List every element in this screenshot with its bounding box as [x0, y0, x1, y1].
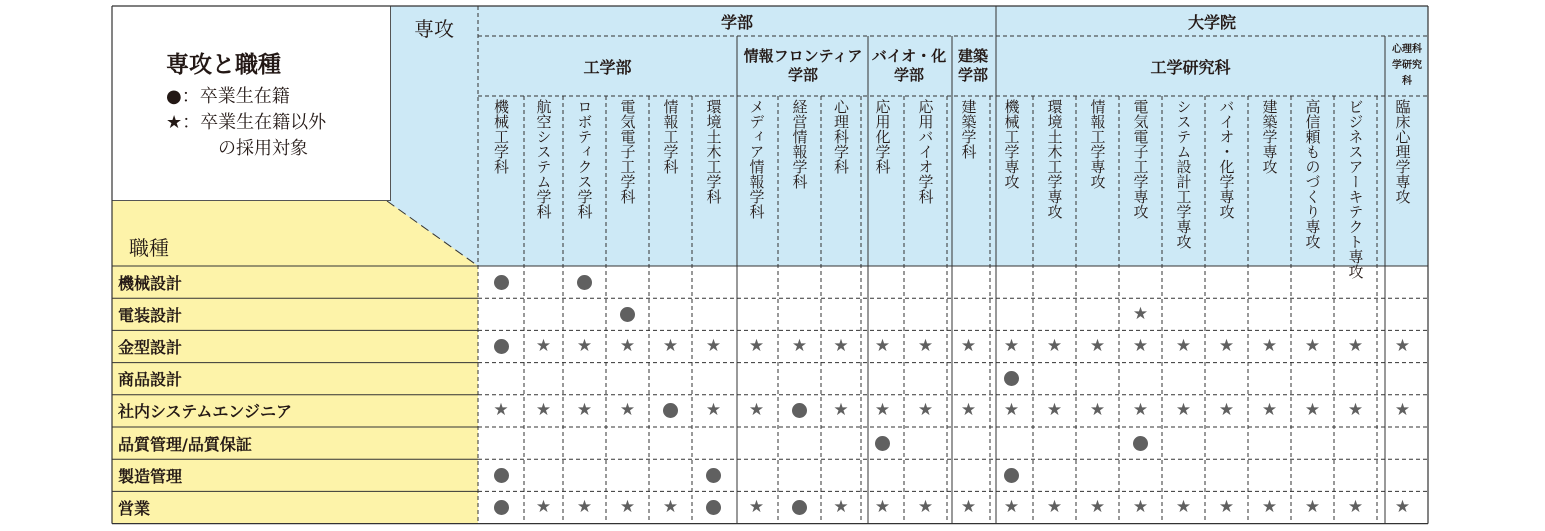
star-mark: ★	[1394, 335, 1411, 356]
star-mark: ★	[705, 400, 722, 421]
info-frontier-header: 情報フロンティア学部	[743, 47, 863, 84]
column-header: 応用バイオ学科	[916, 99, 935, 204]
star-mark: ★	[1132, 303, 1149, 324]
star-mark: ★	[1003, 400, 1020, 421]
star-mark: ★	[1003, 335, 1020, 356]
dot-symbol: ●	[166, 86, 182, 107]
star-mark: ★	[1261, 400, 1278, 421]
star-mark: ★	[1218, 335, 1235, 356]
column-header: 建築学専攻	[1260, 99, 1279, 174]
eng-grad-header: 工学研究科	[1150, 57, 1231, 77]
star-symbol: ★	[166, 112, 183, 133]
star-mark: ★	[705, 335, 722, 356]
star-mark: ★	[1304, 335, 1321, 356]
star-mark: ★	[1261, 335, 1278, 356]
job-label: 職種	[129, 236, 169, 260]
star-mark: ★	[874, 335, 891, 356]
star-mark: ★	[535, 400, 552, 421]
column-header: 電気電子工学専攻	[1131, 99, 1150, 219]
star-text: ：卒業生在籍以外	[182, 112, 327, 133]
job-name: 製造管理	[118, 466, 183, 486]
star-mark: ★	[1132, 400, 1149, 421]
star-mark: ★	[1347, 335, 1364, 356]
arch-faculty-header: 建築学部	[957, 47, 988, 84]
legend-title: 専攻と職種	[166, 52, 281, 78]
star-mark: ★	[1175, 400, 1192, 421]
star-mark: ★	[1175, 496, 1192, 517]
column-header: システム設計工学専攻	[1174, 99, 1193, 249]
star-mark: ★	[576, 496, 593, 517]
star-mark: ★	[791, 335, 808, 356]
star-mark: ★	[1003, 496, 1020, 517]
star-mark: ★	[662, 335, 679, 356]
star-mark: ★	[1304, 400, 1321, 421]
star-mark: ★	[748, 496, 765, 517]
column-header: 機械工学専攻	[1002, 99, 1021, 189]
column-header: 電気電子工学科	[618, 99, 637, 204]
column-header: 臨床心理学専攻	[1393, 99, 1412, 204]
star-mark: ★	[960, 335, 977, 356]
star-mark: ★	[1175, 335, 1192, 356]
star-mark: ★	[1089, 335, 1106, 356]
star-mark: ★	[619, 496, 636, 517]
star-mark: ★	[576, 400, 593, 421]
star-mark: ★	[960, 400, 977, 421]
star-mark: ★	[619, 335, 636, 356]
job-name: 機械設計	[118, 273, 183, 293]
star-mark: ★	[874, 496, 891, 517]
star-mark: ★	[917, 400, 934, 421]
star-mark: ★	[833, 335, 849, 356]
column-header: ビジネスアーキテクト専攻	[1346, 99, 1365, 279]
star-mark: ★	[1394, 400, 1411, 421]
star-mark: ★	[662, 496, 679, 517]
undergrad-header: 学部	[720, 12, 753, 32]
star-mark: ★	[1046, 400, 1063, 421]
star-mark: ★	[748, 335, 765, 356]
star-mark: ★	[1347, 496, 1364, 517]
star-mark: ★	[917, 496, 934, 517]
column-header: 情報工学科	[661, 99, 680, 174]
job-name: 金型設計	[118, 337, 183, 357]
star-mark: ★	[1046, 335, 1063, 356]
dot-text: ：卒業生在籍	[181, 86, 290, 107]
star-mark: ★	[960, 496, 977, 517]
star-mark: ★	[535, 335, 552, 356]
column-header: メディア情報学科	[747, 99, 766, 219]
column-header: バイオ・化学専攻	[1217, 99, 1236, 219]
column-header: 応用化学科	[873, 99, 892, 174]
column-header: 高信頼ものづくり専攻	[1303, 99, 1322, 249]
star-mark: ★	[1394, 496, 1411, 517]
eng-faculty-header: 工学部	[583, 57, 632, 77]
star-mark: ★	[1089, 400, 1106, 421]
column-header: 環境土木工学科	[704, 99, 723, 204]
star-mark: ★	[1132, 335, 1149, 356]
column-header: 機械工学科	[492, 99, 510, 174]
star-mark: ★	[833, 496, 849, 517]
star-mark: ★	[1218, 400, 1235, 421]
bio-chem-header: バイオ・化学部	[871, 47, 947, 84]
column-header: 経営情報学科	[790, 99, 809, 189]
star-mark: ★	[1261, 496, 1278, 517]
job-name: 商品設計	[118, 370, 183, 390]
column-header: 建築学科	[959, 99, 978, 159]
star-mark: ★	[1046, 496, 1063, 517]
job-name: 品質管理/品質保証	[118, 434, 252, 454]
star-mark: ★	[576, 335, 593, 356]
column-header: 環境土木工学専攻	[1045, 99, 1064, 219]
column-header: ロボティクス学科	[575, 99, 594, 219]
star-mark: ★	[1089, 496, 1106, 517]
star-mark: ★	[1218, 496, 1235, 517]
grad-header: 大学院	[1187, 12, 1236, 32]
star-mark: ★	[874, 400, 891, 421]
star-mark: ★	[493, 400, 509, 421]
star-mark: ★	[917, 335, 934, 356]
star-mark: ★	[535, 496, 552, 517]
major-label: 専攻	[414, 17, 454, 41]
column-header: 心理科学科	[832, 99, 850, 174]
star-mark: ★	[833, 400, 849, 421]
job-name: 社内システムエンジニア	[118, 402, 293, 422]
job-name: 電装設計	[118, 305, 183, 325]
star-mark: ★	[619, 400, 636, 421]
legend-star-line-2: の採用対象	[218, 138, 308, 159]
star-mark: ★	[748, 400, 765, 421]
column-header: 航空システム学科	[534, 99, 553, 219]
star-mark: ★	[1132, 496, 1149, 517]
column-header: 情報工学専攻	[1088, 99, 1107, 189]
job-name: 営業	[118, 498, 151, 518]
star-mark: ★	[1347, 400, 1364, 421]
psych-grad-header: 心理科学研究科	[1392, 44, 1422, 87]
star-mark: ★	[1304, 496, 1321, 517]
